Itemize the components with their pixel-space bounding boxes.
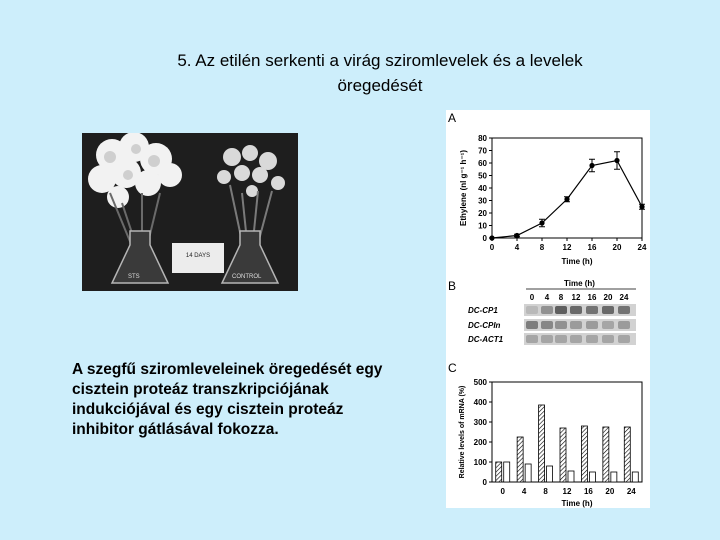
blot-band [570,306,582,314]
blot-band [586,321,598,329]
blot-gene-label: DC-ACT1 [468,335,504,344]
blot-band [570,321,582,329]
x-tick-label: 0 [489,243,495,252]
x-axis-label: Time (h) [561,499,593,508]
data-point [614,158,619,163]
y-tick-label: 30 [478,196,487,206]
card-label: 14 DAYS [185,253,211,259]
figure-svg [446,110,650,508]
y-tick-label: 70 [478,146,487,156]
slide-caption: A szegfű sziromleveleinek öregedését egy cisztein proteáz transzkripciójának indukciójával és egy cisztein proteáz inhibitor gátlásával fokozza. [72,361,383,438]
figure-panels [446,110,650,508]
y-tick-label: 0 [482,478,487,487]
x-tick-label: 20 [605,487,615,496]
x-tick-label: 4 [521,487,527,496]
data-point [514,233,519,238]
x-tick-label: 20 [612,243,622,252]
blot-band [555,335,567,343]
control-flask-label: CONTROL [232,274,262,280]
blot-time-label: 20 [603,293,613,302]
y-tick-label: 50 [478,171,487,181]
bar-hatched [624,427,630,482]
data-point [639,204,644,209]
blot-band [555,321,567,329]
panel-a-chart [459,134,647,266]
blot-band [526,335,538,343]
blot-time-title: Time (h) [564,279,595,288]
blot-band [586,306,598,314]
blot-time-label: 0 [529,293,535,302]
blot-band [602,321,614,329]
x-tick-label: 16 [583,487,593,496]
blot-time-label: 16 [587,293,597,302]
bar-open [504,462,510,482]
x-tick-label: 24 [626,487,636,496]
data-point [589,163,594,168]
blot-band [586,335,598,343]
panel-b-letter: B [448,279,457,293]
bar-hatched [581,426,587,482]
y-axis-label: Relative levels of mRNA (%) [459,385,466,479]
panel-c-frame [492,382,642,482]
bar-hatched [517,437,523,482]
y-tick-label: 500 [473,378,487,387]
y-tick-label: 20 [478,209,487,218]
panel-c-letter: C [448,361,457,375]
bar-open [525,464,531,482]
data-point [539,220,544,225]
y-tick-label: 0 [482,234,487,243]
x-axis-label: Time (h) [561,257,593,266]
blot-band [618,321,630,329]
blot-band [602,306,614,314]
bar-hatched [496,462,502,482]
blot-band [541,335,553,343]
blot-band [541,321,553,329]
carnation-photo-drawing [82,133,298,291]
y-axis-label: Ethylene (nl g⁻¹ h⁻¹) [459,150,468,226]
data-point [489,235,494,240]
blot-gene-label: DC-CP1 [468,306,498,315]
bar-open [589,472,595,482]
y-tick-label: 100 [473,458,487,467]
x-tick-label: 8 [543,487,548,496]
x-tick-label: 4 [514,243,520,252]
blot-band [602,335,614,343]
bar-open [632,472,638,482]
panel-b-blot [468,279,636,345]
bar-open [568,471,574,482]
blot-band [570,335,582,343]
panel-a-letter: A [448,111,457,125]
sts-flask-label: STS [128,274,140,280]
x-tick-label: 24 [637,243,647,252]
panel-a-frame [492,138,642,238]
bar-hatched [603,427,609,482]
x-tick-label: 16 [587,243,597,252]
y-tick-label: 10 [478,221,487,231]
blot-time-label: 8 [558,293,564,302]
bar-hatched [539,405,545,482]
data-point [564,197,569,202]
y-tick-label: 300 [473,418,487,427]
blot-time-label: 4 [544,293,550,302]
blot-band [618,335,630,343]
blot-gene-label: DC-CPIn [468,321,501,330]
blot-band [526,321,538,329]
y-tick-label: 80 [478,134,487,143]
bar-open [611,472,617,482]
x-tick-label: 0 [500,487,505,496]
bar-open [547,466,553,482]
x-tick-label: 12 [562,243,572,252]
blot-band [526,306,538,314]
y-tick-label: 60 [478,159,487,168]
blot-band [555,306,567,314]
blot-band [541,306,553,314]
slide-title: 5. Az etilén serkenti a virág sziromlevelek és a levelek öregedését [177,51,583,95]
y-tick-label: 40 [478,184,487,193]
panel-c-chart [459,378,642,508]
carnation-photo [82,133,298,291]
y-tick-label: 400 [473,398,487,407]
bar-hatched [560,428,566,482]
blot-time-label: 24 [619,293,629,302]
blot-time-label: 12 [571,293,581,302]
y-tick-label: 200 [473,438,487,447]
blot-band [618,306,630,314]
x-tick-label: 12 [562,487,572,496]
x-tick-label: 8 [539,243,545,252]
